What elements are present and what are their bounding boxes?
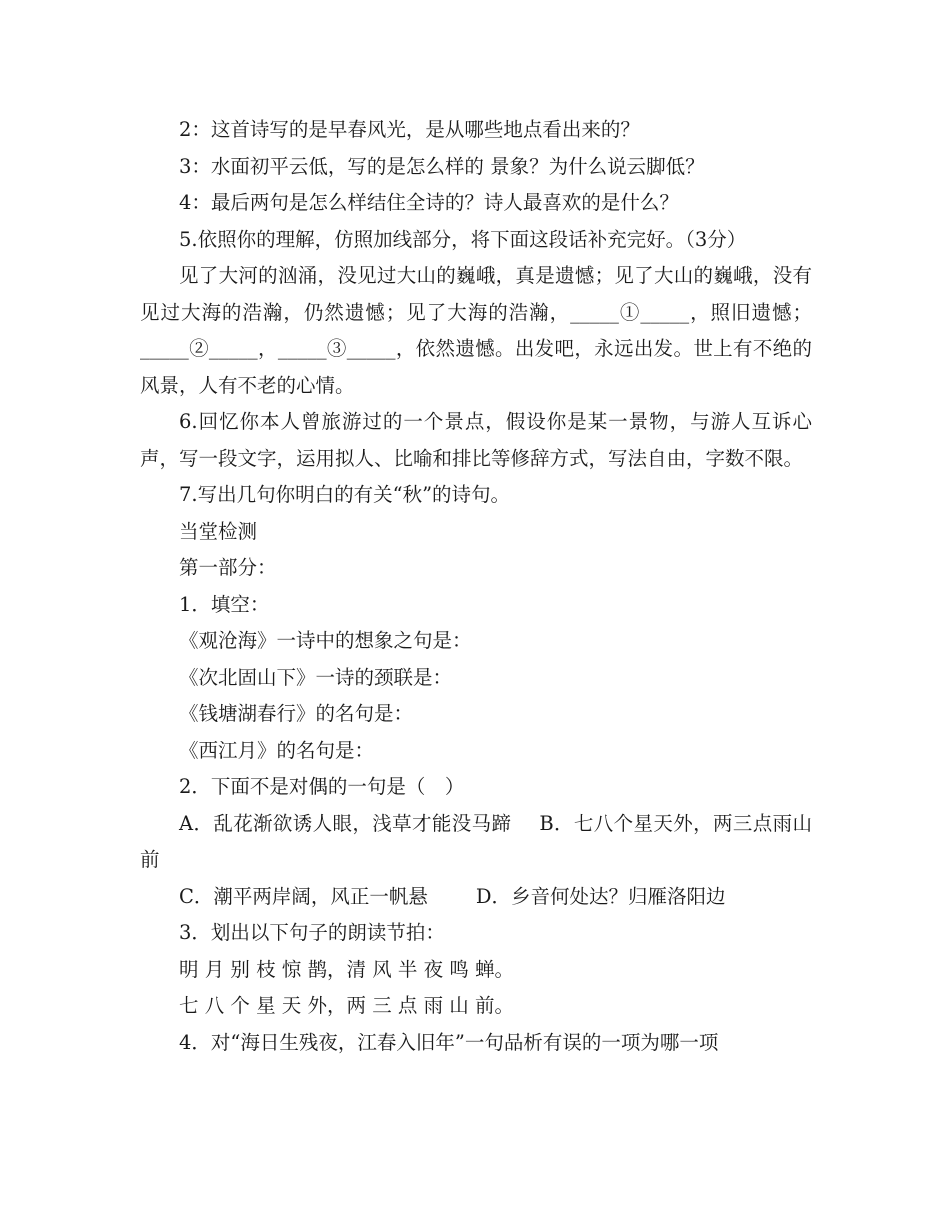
part-title: 第一部分： bbox=[179, 556, 277, 579]
mc-option-d: D．乡音何处达？归雁洛阳边 bbox=[475, 884, 726, 908]
mc-row-ab bbox=[140, 806, 812, 879]
mc-option-b: B．七八个星天外，两三点雨山前 bbox=[140, 811, 812, 871]
mc-option-c: C．潮平两岸阔，风正一帆悬 bbox=[179, 884, 428, 908]
fill-item-3: 《钱塘湖春行》的名句是： bbox=[179, 702, 414, 725]
question-3: 3：水面初平云低，写的是怎么样的 景象？为什么说云脚低？ bbox=[179, 154, 705, 178]
rhythm-line-2: 七 八 个 星 天 外，两 三 点 雨 山 前。 bbox=[179, 994, 514, 1017]
passage-part-b: _____①_____，照旧遗憾；_____②_____，_____③_____，依然遗憾。出发吧，永远出发。世上有不绝的风景，人有不老的心情。 bbox=[140, 300, 812, 397]
rhythm-title: 3．划出以下句子的朗读节拍： bbox=[179, 921, 445, 944]
analysis-question: 4．对“海日生残夜，江春入旧年”一句品析有误的一项为哪一项 bbox=[179, 1030, 719, 1054]
question-2: 2：这首诗写的是早春风光，是从哪些地点看出来的？ bbox=[179, 118, 640, 141]
fill-item-2: 《次北固山下》一诗的颈联是： bbox=[179, 665, 453, 689]
question-6: 6.回忆你本人曾旅游过的一个景点，假设你是某一景物，与游人互诉心声，写一段文字，运用拟人、比喻和排比等修辞方式，写法自由，字数不限。 bbox=[140, 410, 812, 470]
fill-item-1: 《观沧海》一诗中的想象之句是： bbox=[179, 629, 472, 652]
question-4: 4：最后两句是怎么样结住全诗的？诗人最喜欢的是什么？ bbox=[179, 191, 679, 214]
mc-title: 2．下面不是对偶的一句是（ ） bbox=[179, 775, 465, 798]
rhythm-line-1: 明 月 别 枝 惊 鹊，清 风 半 夜 鸣 蝉。 bbox=[179, 957, 514, 981]
mc-option-a: A．乱花渐欲诱人眼，浅草才能没马蹄 bbox=[179, 811, 512, 835]
mc-row-cd bbox=[140, 879, 812, 916]
section-title: 当堂检测 bbox=[179, 519, 258, 543]
fill-item-4: 《西江月》的名句是： bbox=[179, 738, 375, 762]
passage-paragraph bbox=[140, 258, 812, 404]
fill-title: 1．填空： bbox=[179, 592, 270, 616]
question-5: 5.依照你的理解，仿照加线部分，将下面这段话补充完好。（3分） bbox=[179, 227, 747, 251]
question-7: 7.写出几句你明白的有关“秋”的诗句。 bbox=[179, 483, 511, 506]
passage-part-a: 见了大河的汹涌，没见过大山的巍峨，真是遗憾；见了大山的巍峨，没有见过大海的浩瀚，仍然遗憾；见了大海的浩瀚， bbox=[140, 264, 812, 324]
document-body bbox=[140, 112, 812, 1061]
